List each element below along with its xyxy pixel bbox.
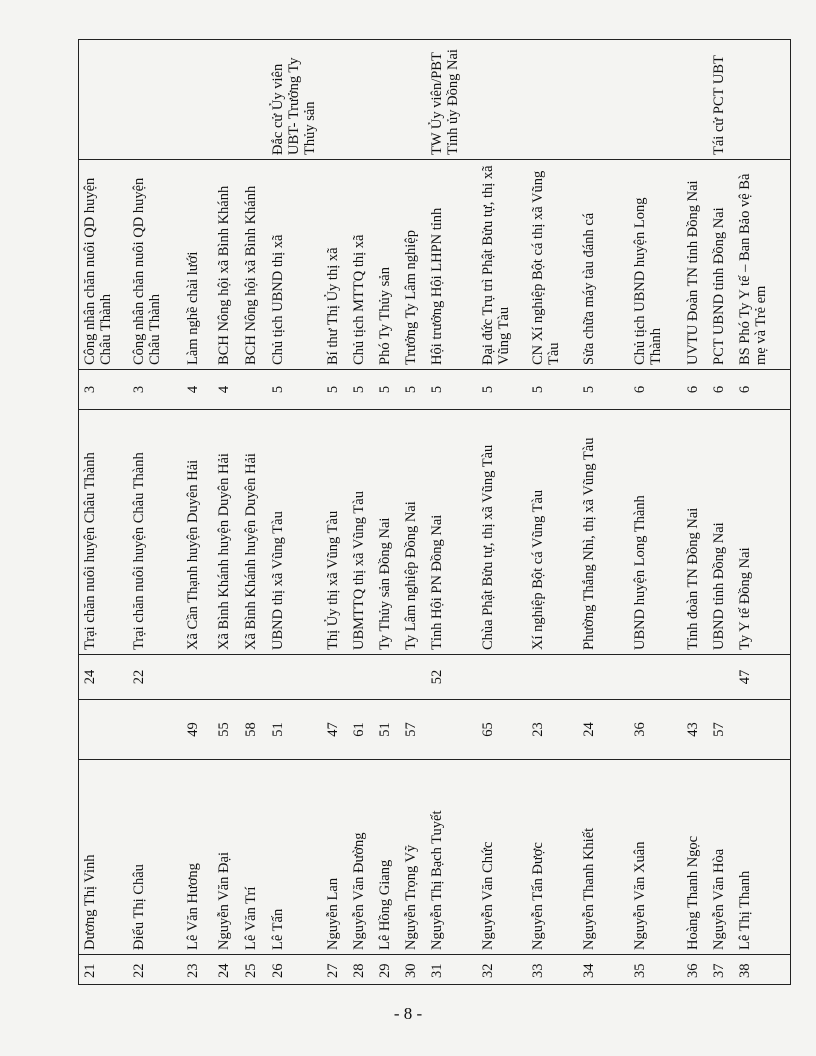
position-cell: PCT UBND tỉnh Đồng Nai (708, 160, 734, 370)
full-name-cell: Nguyễn Văn Đường (348, 760, 374, 955)
age-male-cell: 58 (240, 700, 267, 760)
note-cell: TW Ủy viên/PBT Tỉnh ủy Đồng Nai (426, 40, 477, 160)
table-body (79, 40, 791, 985)
row-number-cell: 38 (734, 955, 790, 985)
full-name-cell: Lê Văn Trí (240, 760, 267, 955)
age-male-cell (426, 700, 477, 760)
level-cell: 5 (426, 370, 477, 410)
work-unit-cell: Phường Thắng Nhì, thị xã Vũng Tàu (578, 410, 629, 655)
level-cell: 5 (477, 370, 528, 410)
note-cell (182, 40, 212, 160)
work-unit-cell: Ty Thủy sản Đồng Nai (374, 410, 400, 655)
work-unit-cell: Ty Y tế Đồng Nai (734, 410, 790, 655)
age-female-cell: 47 (734, 655, 790, 700)
age-female-cell (527, 655, 578, 700)
table-row (578, 40, 629, 985)
work-unit-cell: Tỉnh đoàn TN Đồng Nai (682, 410, 708, 655)
note-cell (374, 40, 400, 160)
position-cell: CN Xí nghiệp Bột cá thị xã Vũng Tàu (527, 160, 578, 370)
age-male-cell: 57 (708, 700, 734, 760)
table-row (267, 40, 322, 985)
work-unit-cell: Xã Bình Khánh huyện Duyên Hải (213, 410, 240, 655)
age-female-cell (322, 655, 348, 700)
level-cell: 6 (734, 370, 790, 410)
age-male-cell: 24 (578, 700, 629, 760)
level-cell: 4 (213, 370, 240, 410)
age-female-cell (578, 655, 629, 700)
note-cell (578, 40, 629, 160)
table-row (734, 40, 790, 985)
table-row (426, 40, 477, 985)
row-number-cell: 30 (400, 955, 426, 985)
age-male-cell: 57 (400, 700, 426, 760)
row-number-cell: 21 (79, 955, 129, 985)
row-number-cell: 32 (477, 955, 528, 985)
work-unit-cell: Ty Lâm nghiệp Đồng Nai (400, 410, 426, 655)
position-cell: Chủ tịch UBND huyện Long Thành (629, 160, 682, 370)
table-row (708, 40, 734, 985)
row-number-cell: 37 (708, 955, 734, 985)
level-cell: 6 (708, 370, 734, 410)
full-name-cell: Nguyễn Văn Xuân (629, 760, 682, 955)
full-name-cell: Nguyễn Văn Chức (477, 760, 528, 955)
age-male-cell: 49 (182, 700, 212, 760)
age-female-cell (708, 655, 734, 700)
level-cell: 5 (322, 370, 348, 410)
table-row (348, 40, 374, 985)
level-cell: 5 (578, 370, 629, 410)
row-number-cell: 27 (322, 955, 348, 985)
level-cell: 3 (128, 370, 182, 410)
row-number-cell: 24 (213, 955, 240, 985)
age-male-cell (128, 700, 182, 760)
table-row (527, 40, 578, 985)
age-female-cell (477, 655, 528, 700)
note-cell (79, 40, 129, 160)
level-cell: 3 (79, 370, 129, 410)
work-unit-cell: UBND tỉnh Đồng Nai (708, 410, 734, 655)
age-female-cell: 52 (426, 655, 477, 700)
position-cell: Bí thư Thị Ủy thị xã (322, 160, 348, 370)
full-name-cell: Lê Thị Thanh (734, 760, 790, 955)
table-row (128, 40, 182, 985)
level-cell: 5 (348, 370, 374, 410)
age-female-cell (267, 655, 322, 700)
work-unit-cell: UBMTTQ thị xã Vũng Tàu (348, 410, 374, 655)
age-male-cell: 43 (682, 700, 708, 760)
work-unit-cell: Xã Cần Thạnh huyện Duyên Hải (182, 410, 212, 655)
age-male-cell: 55 (213, 700, 240, 760)
row-number-cell: 23 (182, 955, 212, 985)
level-cell: 6 (629, 370, 682, 410)
age-female-cell: 22 (128, 655, 182, 700)
position-cell: Phó Ty Thủy sản (374, 160, 400, 370)
note-cell (527, 40, 578, 160)
work-unit-cell: Thị Ủy thị xã Vũng Tàu (322, 410, 348, 655)
note-cell: Tái cử PCT UBT (708, 40, 734, 160)
full-name-cell: Lê Tấn (267, 760, 322, 955)
row-number-cell: 31 (426, 955, 477, 985)
age-female-cell: 24 (79, 655, 129, 700)
age-male-cell: 51 (267, 700, 322, 760)
full-name-cell: Nguyễn Văn Hòa (708, 760, 734, 955)
full-name-cell: Điểu Thị Châu (128, 760, 182, 955)
full-name-cell: Nguyễn Thị Bạch Tuyết (426, 760, 477, 955)
table-row (400, 40, 426, 985)
note-cell (322, 40, 348, 160)
note-cell (629, 40, 682, 160)
age-male-cell: 47 (322, 700, 348, 760)
age-male-cell: 23 (527, 700, 578, 760)
full-name-cell: Nguyễn Tấn Được (527, 760, 578, 955)
rotated-table-sheet (78, 40, 791, 985)
table-row (322, 40, 348, 985)
full-name-cell: Lê Hồng Giang (374, 760, 400, 955)
position-cell: Hội trưởng Hội LHPN tỉnh (426, 160, 477, 370)
delegates-table (78, 39, 791, 985)
row-number-cell: 25 (240, 955, 267, 985)
level-cell: 6 (682, 370, 708, 410)
work-unit-cell: Xã Bình Khánh huyện Duyên Hải (240, 410, 267, 655)
note-cell (477, 40, 528, 160)
level-cell: 4 (182, 370, 212, 410)
work-unit-cell: UBND thị xã Vũng Tàu (267, 410, 322, 655)
note-cell (348, 40, 374, 160)
row-number-cell: 34 (578, 955, 629, 985)
note-cell (734, 40, 790, 160)
age-male-cell (79, 700, 129, 760)
age-female-cell (182, 655, 212, 700)
position-cell: Đại đức Trụ trì Phật Bửu tự, thị xã Vũng Tàu (477, 160, 528, 370)
row-number-cell: 26 (267, 955, 322, 985)
note-cell (213, 40, 240, 160)
row-number-cell: 35 (629, 955, 682, 985)
note-cell (128, 40, 182, 160)
full-name-cell: Hoàng Thanh Ngọc (682, 760, 708, 955)
work-unit-cell: Trại chăn nuôi huyện Châu Thành (79, 410, 129, 655)
level-cell: 5 (374, 370, 400, 410)
age-male-cell: 65 (477, 700, 528, 760)
age-female-cell (374, 655, 400, 700)
age-male-cell: 51 (374, 700, 400, 760)
table-row (182, 40, 212, 985)
level-cell: 5 (527, 370, 578, 410)
work-unit-cell: UBND huyện Long Thành (629, 410, 682, 655)
age-male-cell (734, 700, 790, 760)
row-number-cell: 22 (128, 955, 182, 985)
age-female-cell (213, 655, 240, 700)
row-number-cell: 29 (374, 955, 400, 985)
note-cell (240, 40, 267, 160)
age-female-cell (348, 655, 374, 700)
level-cell (240, 370, 267, 410)
position-cell: BS Phó Ty Y tế – Ban Bảo vệ Bà mẹ và Trẻ em (734, 160, 790, 370)
position-cell: Trưởng Ty Lâm nghiệp (400, 160, 426, 370)
work-unit-cell: Xí nghiệp Bột cá Vũng Tàu (527, 410, 578, 655)
full-name-cell: Dương Thị Vinh (79, 760, 129, 955)
age-male-cell: 61 (348, 700, 374, 760)
age-female-cell (240, 655, 267, 700)
work-unit-cell: Tỉnh Hội PN Đồng Nai (426, 410, 477, 655)
full-name-cell: Nguyễn Văn Đại (213, 760, 240, 955)
age-female-cell (629, 655, 682, 700)
full-name-cell: Nguyễn Thanh Khiết (578, 760, 629, 955)
row-number-cell: 36 (682, 955, 708, 985)
table-row (79, 40, 129, 985)
row-number-cell: 33 (527, 955, 578, 985)
work-unit-cell: Chùa Phật Bửu tự, thị xã Vũng Tàu (477, 410, 528, 655)
table-row (477, 40, 528, 985)
position-cell: Chủ tịch UBND thị xã (267, 160, 322, 370)
row-number-cell: 28 (348, 955, 374, 985)
position-cell: Chủ tịch MTTQ thị xã (348, 160, 374, 370)
level-cell: 5 (267, 370, 322, 410)
age-female-cell (400, 655, 426, 700)
page-number: - 8 - (393, 1004, 423, 1023)
position-cell: Công nhân chăn nuôi QD huyện Châu Thành (79, 160, 129, 370)
position-cell: BCH Nông hội xã Bình Khánh (213, 160, 240, 370)
position-cell: BCH Nông hội xã Bình Khánh (240, 160, 267, 370)
table-row (629, 40, 682, 985)
note-cell (400, 40, 426, 160)
table-row (682, 40, 708, 985)
work-unit-cell: Trại chăn nuôi huyện Châu Thành (128, 410, 182, 655)
table-row (374, 40, 400, 985)
table-row (213, 40, 240, 985)
age-female-cell (682, 655, 708, 700)
full-name-cell: Lê Văn Hương (182, 760, 212, 955)
note-cell: Đắc cử Ủy viên UBT- Trưởng Ty Thủy sản (267, 40, 322, 160)
level-cell: 5 (400, 370, 426, 410)
table-row (240, 40, 267, 985)
position-cell: UVTU Đoàn TN tỉnh Đồng Nai (682, 160, 708, 370)
full-name-cell: Nguyễn Lan (322, 760, 348, 955)
full-name-cell: Nguyễn Trọng Vỹ (400, 760, 426, 955)
age-male-cell: 36 (629, 700, 682, 760)
position-cell: Làm nghề chài lưới (182, 160, 212, 370)
note-cell (682, 40, 708, 160)
position-cell: Công nhân chăn nuôi QD huyện Châu Thành (128, 160, 182, 370)
position-cell: Sửa chữa máy tàu đánh cá (578, 160, 629, 370)
